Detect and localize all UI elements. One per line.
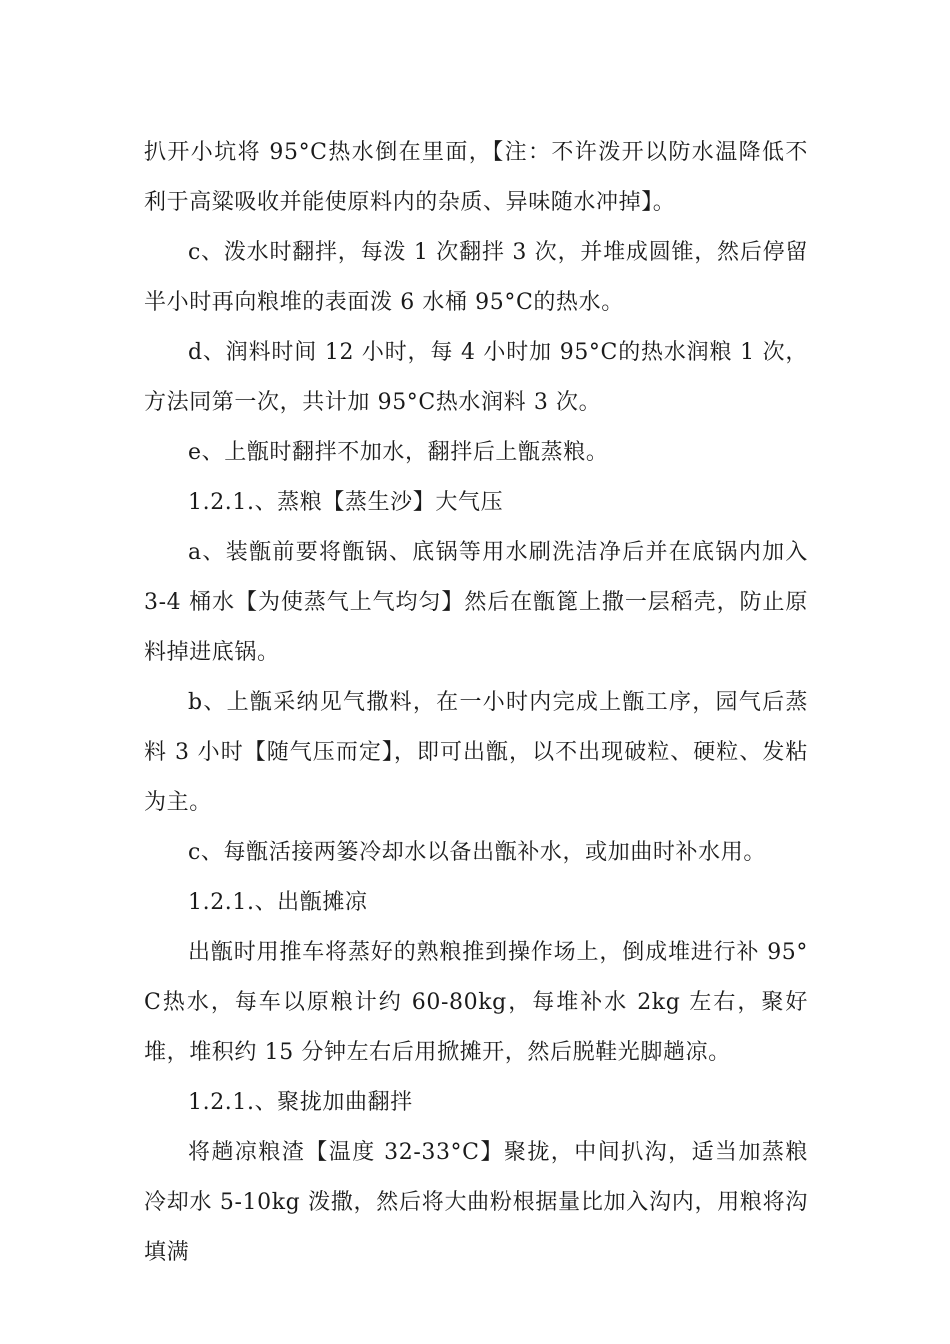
paragraph-step-c-cooling-water: c、每甑活接两篓冷却水以备出甑补水，或加曲时补水用。: [188, 840, 766, 865]
paragraph-step-e-loading: e、上甑时翻拌不加水，翻拌后上甑蒸粮。: [188, 440, 609, 465]
paragraph-step-b-steam: b、上甑采纳见气撒料，在一小时内完成上甑工序，园气后蒸料 3 小时【随气压而定】，即可出甑，以不出现破粒、硬粒、发粘为主。: [144, 690, 808, 815]
section-heading-steaming: 1.2.1.、蒸粮【蒸生沙】大气压: [188, 490, 504, 515]
section-heading-mixing: 1.2.1.、聚拢加曲翻拌: [188, 1090, 413, 1115]
paragraph-step-c-splash: c、泼水时翻拌，每泼 1 次翻拌 3 次，并堆成圆锥，然后停留半小时再向粮堆的表面泼 6 水桶 95°C的热水。: [144, 240, 808, 315]
section-heading-spreading: 1.2.1.、出甑摊凉: [188, 890, 368, 915]
document-body: [144, 128, 808, 1278]
paragraph-hot-water-pour: 扒开小坑将 95°C热水倒在里面，【注：不许泼开以防水温降低不利于高粱吸收并能使原料内的杂质、异味随水冲掉】。: [144, 140, 808, 215]
paragraph-spreading: 出甑时用推车将蒸好的熟粮推到操作场上，倒成堆进行补 95°C热水，每车以原粮计约 60-80kg，每堆补水 2kg 左右，聚好堆，堆积约 15 分钟左右后用掀摊开，然后脱鞋光脚趟凉。: [144, 940, 808, 1065]
paragraph-mixing: 将趟凉粮渣【温度 32-33°C】聚拢，中间扒沟，适当加蒸粮冷却水 5-10kg 泼撒，然后将大曲粉根据量比加入沟内，用粮将沟填满: [144, 1140, 808, 1265]
paragraph-step-d-soaking: d、润料时间 12 小时，每 4 小时加 95°C的热水润粮 1 次，方法同第一次，共计加 95°C热水润料 3 次。: [144, 340, 808, 415]
paragraph-step-a-prepare: a、装甑前要将甑锅、底锅等用水刷洗洁净后并在底锅内加入 3-4 桶水【为使蒸气上气均匀】然后在甑篦上撒一层稻壳，防止原料掉进底锅。: [144, 540, 808, 665]
